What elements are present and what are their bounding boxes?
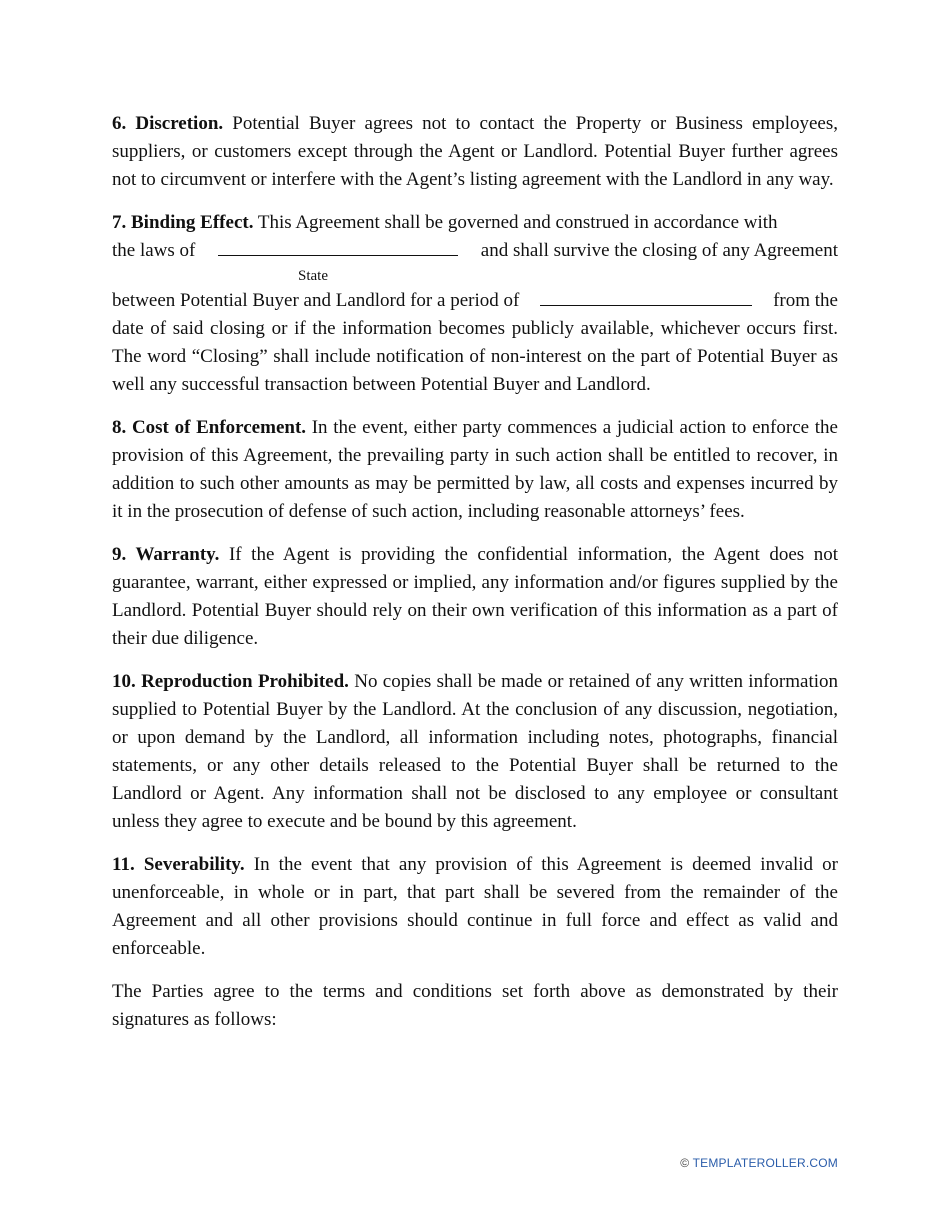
- section-text: This Agreement shall be governed and construed in accordance with: [253, 212, 778, 233]
- section-heading: 6. Discretion.: [112, 113, 224, 134]
- section-reproduction-prohibited: [112, 668, 838, 836]
- section-text: In the event that any provision of this Agreement is deemed invalid or unenforceable, in whole or in part, that part shall be severed from the remainder of the Agreement and all other provisions should continue in full force and effect as valid and enforceable.: [112, 854, 839, 959]
- section-cost-of-enforcement: [112, 414, 838, 526]
- section-text: Potential Buyer agrees not to contact the Property or Business employees, suppliers, or customers except through the Agent or Landlord. Potential Buyer further agrees not to circumvent or interfere with the Agent’s listing agreement with the Landlord in any way.: [112, 113, 838, 190]
- section-text: from the: [773, 290, 838, 311]
- section-text: between Potential Buyer and Landlord for a period of: [112, 290, 520, 311]
- section-text: No copies shall be made or retained of any written information supplied to Potential Buyer by the Landlord. At the conclusion of any discussion, negotiation, or upon demand by the Landlord, all information including notes, photographs, financial statements, or any other details released to the Potential Buyer shall be returned to the Landlord or Agent. Any information shall not be disclosed to any employee or consultant unless they agree to execute and be bound by this agreement.: [112, 671, 839, 832]
- section-text: date of said closing or if the information becomes publicly available, whichever occurs first. The word “Closing” shall include notification of non-interest on the part of Potential Buyer as well any successful transaction between Potential Buyer and Landlord.: [112, 318, 838, 395]
- section-heading: 11. Severability.: [112, 854, 245, 875]
- section-warranty: [112, 541, 838, 653]
- footer-brand[interactable]: [680, 1156, 838, 1170]
- state-blank-field[interactable]: [218, 237, 458, 256]
- document-page: [112, 110, 838, 1049]
- section-heading: 10. Reproduction Prohibited.: [112, 671, 349, 692]
- section-text: In the event, either party commences a judicial action to enforce the provision of this Agreement, the prevailing party in such action shall be entitled to recover, in addition to such other amounts as may be permitted by law, all costs and expenses incurred by it in the prosecution of defense of such action, including reasonable attorneys’ fees.: [112, 417, 838, 522]
- period-blank-field[interactable]: [540, 287, 752, 306]
- section-text: and shall survive the closing of any Agreement: [480, 240, 838, 261]
- section-heading: 8. Cost of Enforcement.: [112, 417, 307, 438]
- section-text: the laws of: [112, 240, 196, 261]
- closing-statement: The Parties agree to the terms and conditions set forth above as demonstrated by their signatures as follows:: [112, 981, 838, 1030]
- section-heading: 9. Warranty.: [112, 544, 220, 565]
- copyright-icon: ©: [680, 1156, 690, 1170]
- brand-link[interactable]: TEMPLATEROLLER.COM: [692, 1156, 838, 1170]
- section-binding-effect: [112, 209, 838, 399]
- section-discretion: [112, 110, 838, 194]
- state-field-caption: State: [298, 268, 328, 284]
- section-severability: [112, 851, 838, 963]
- section-heading: 7. Binding Effect.: [112, 212, 254, 233]
- section-text: If the Agent is providing the confidential information, the Agent does not guarantee, warrant, either expressed or implied, any information and/or figures supplied by the Landlord. Potential Buyer should rely on their own verification of this information as a part of their due diligence.: [112, 544, 839, 649]
